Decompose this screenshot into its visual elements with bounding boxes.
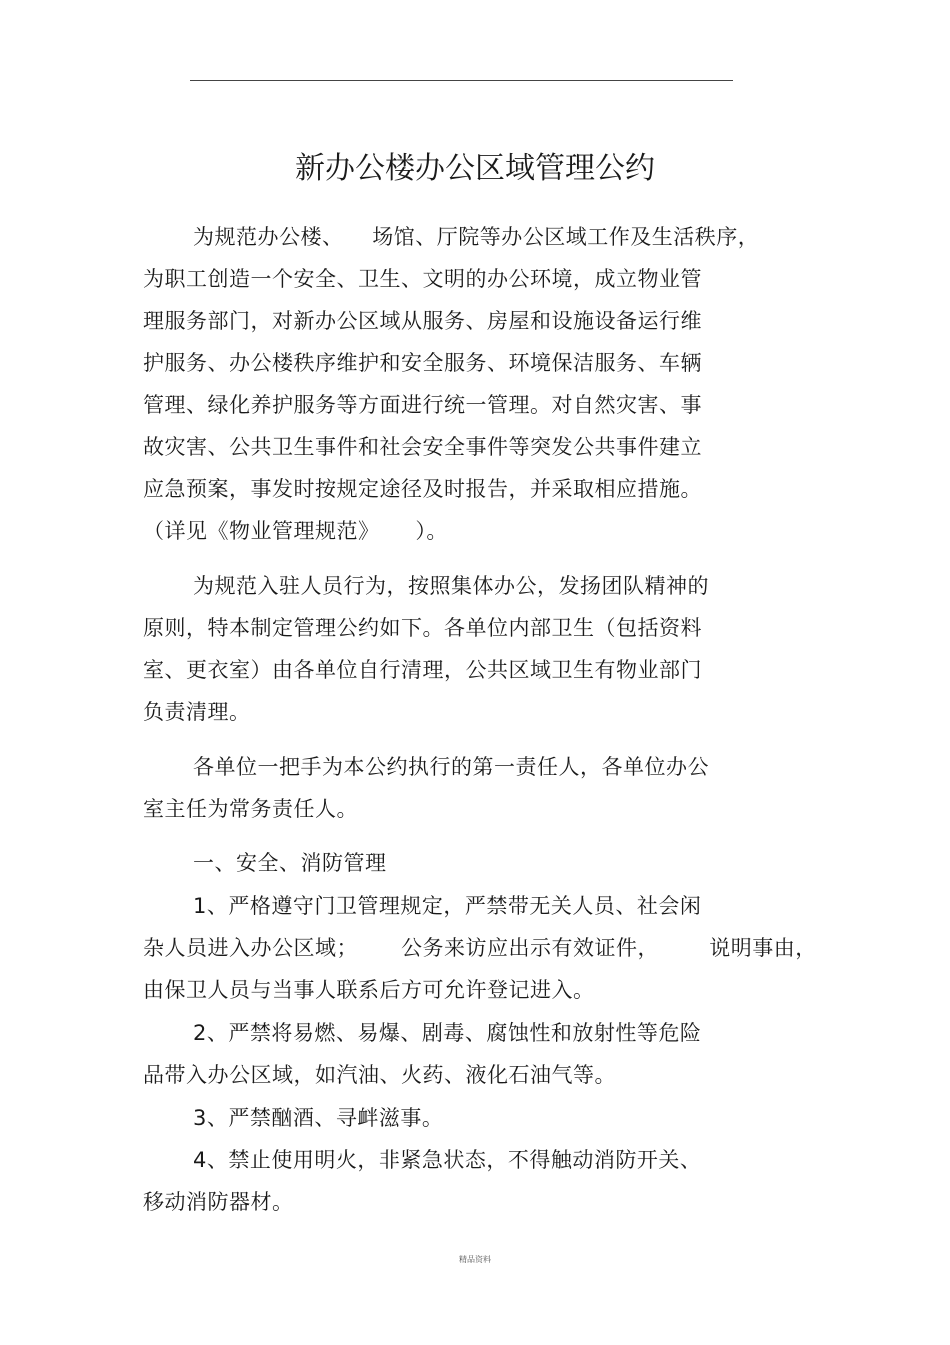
paragraph-1-line-1: 为规范办公楼、 场馆、厅院等办公区域工作及生活秩序， xyxy=(193,225,760,249)
document-title: 新办公楼办公区域管理公约 xyxy=(295,151,655,186)
paragraph-2-line-4: 负责清理。 xyxy=(143,700,251,724)
paragraph-1-line-8: （详见《物业管理规范》 ）。 xyxy=(143,519,448,543)
section-heading-safety: 一、安全、消防管理 xyxy=(193,851,387,875)
header-rule xyxy=(190,80,733,81)
paragraph-2-line-1: 为规范入驻人员行为，按照集体办公，发扬团队精神的 xyxy=(193,574,709,598)
item-1-line-1: 1、严格遵守门卫管理规定，严禁带无关人员、社会闲 xyxy=(193,894,702,918)
paragraph-2-line-2: 原则，特本制定管理公约如下。各单位内部卫生（包括资料 xyxy=(143,616,702,640)
item-2-line-2: 品带入办公区域，如汽油、火药、液化石油气等。 xyxy=(143,1063,616,1087)
item-4-line-1: 4、禁止使用明火，非紧急状态，不得触动消防开关、 xyxy=(193,1148,702,1172)
paragraph-1-line-3: 理服务部门，对新办公区域从服务、房屋和设施设备运行维 xyxy=(143,309,702,333)
paragraph-1-line-7: 应急预案，事发时按规定途径及时报告，并采取相应措施。 xyxy=(143,477,702,501)
paragraph-2-line-3: 室、更衣室）由各单位自行清理，公共区域卫生有物业部门 xyxy=(143,658,702,682)
item-4-line-2: 移动消防器材。 xyxy=(143,1190,294,1214)
paragraph-1-line-5: 管理、绿化养护服务等方面进行统一管理。对自然灾害、事 xyxy=(143,393,702,417)
footer-note: 精品资料 xyxy=(459,1255,491,1264)
item-3-line-1: 3、严禁酗酒、寻衅滋事。 xyxy=(193,1106,444,1130)
paragraph-1-line-6: 故灾害、公共卫生事件和社会安全事件等突发公共事件建立 xyxy=(143,435,702,459)
item-2-line-1: 2、严禁将易燃、易爆、剧毒、腐蚀性和放射性等危险 xyxy=(193,1021,702,1045)
item-1-line-2: 杂人员进入办公区域； 公务来访应出示有效证件， 说明事由， xyxy=(143,936,817,960)
paragraph-1-line-4: 护服务、办公楼秩序维护和安全服务、环境保洁服务、车辆 xyxy=(143,351,702,375)
paragraph-3-line-1: 各单位一把手为本公约执行的第一责任人，各单位办公 xyxy=(193,755,709,779)
paragraph-3-line-2: 室主任为常务责任人。 xyxy=(143,797,358,821)
item-1-line-3: 由保卫人员与当事人联系后方可允许登记进入。 xyxy=(143,978,595,1002)
paragraph-1-line-2: 为职工创造一个安全、卫生、文明的办公环境，成立物业管 xyxy=(143,267,702,291)
